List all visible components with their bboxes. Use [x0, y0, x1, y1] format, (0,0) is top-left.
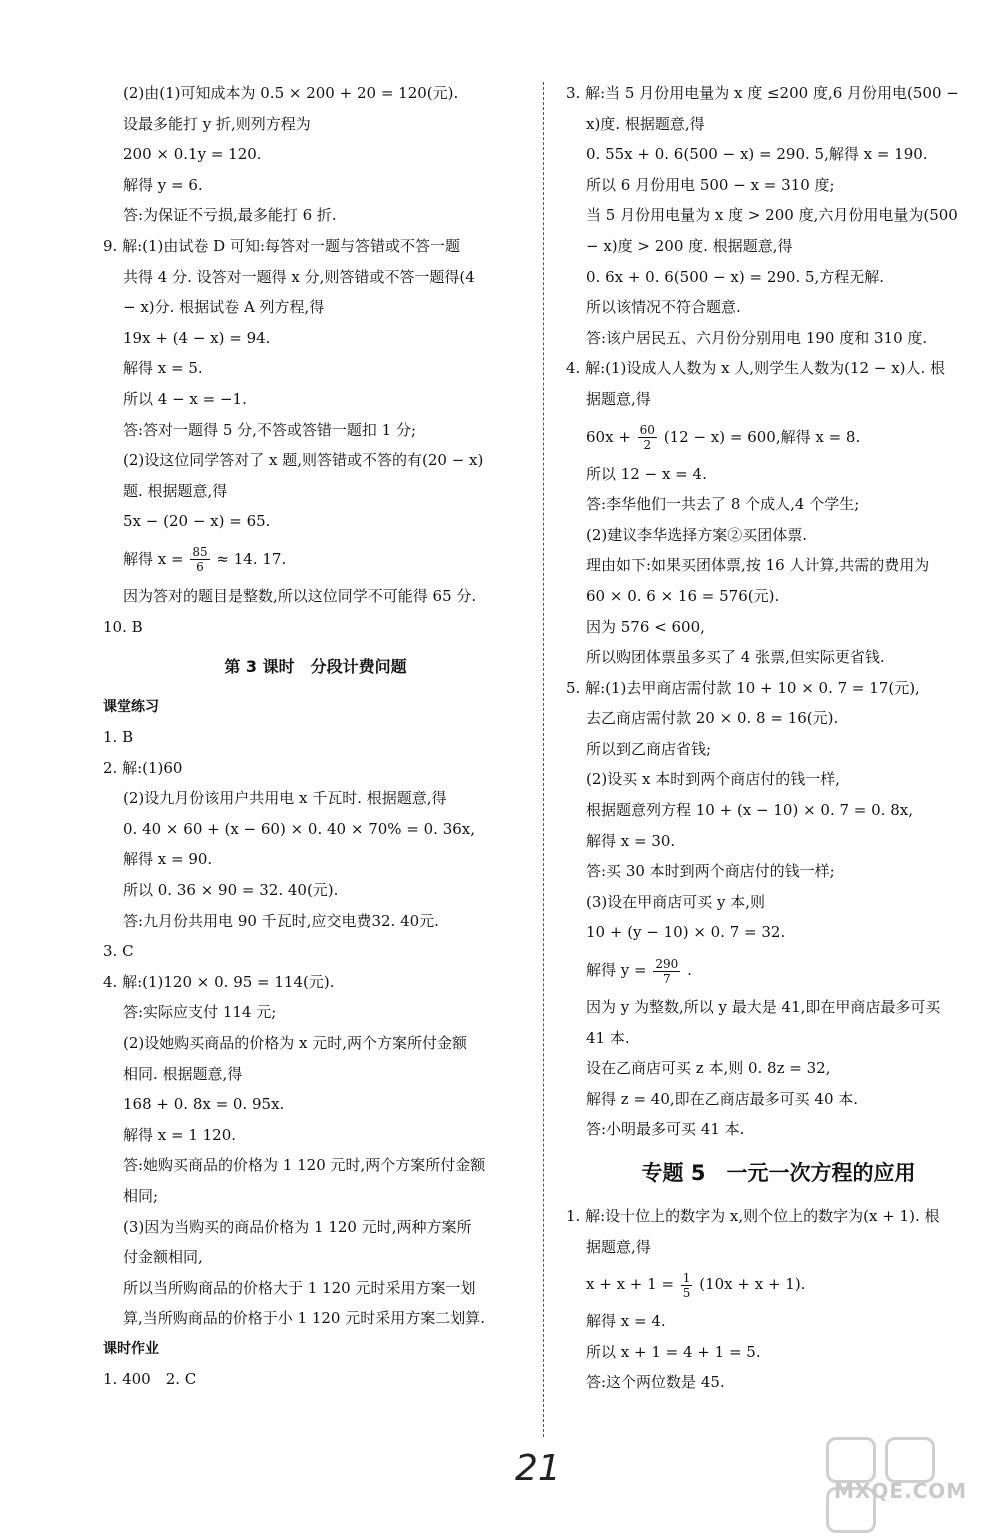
fraction-numerator: 290 [655, 956, 679, 971]
fraction [638, 423, 657, 452]
text-line: 题. 根据题意,得 [123, 481, 228, 500]
fraction [681, 1271, 693, 1300]
topic-heading: 专题 5 一元一次方程的应用 [641, 1161, 916, 1185]
fraction-equation [566, 415, 991, 459]
text-line: 解得 x = 30. [586, 831, 676, 850]
text-line: 答:这个两位数是 45. [586, 1373, 725, 1392]
text-line: 答:小明最多可买 41 本. [586, 1120, 745, 1139]
text-line: 设在乙商店可买 z 本,则 0. 8z = 32, [586, 1059, 831, 1078]
text-line: 答:买 30 本时到两个商店付的钱一样; [586, 862, 835, 881]
text-line: 付金额相同, [123, 1248, 203, 1267]
page-number: 21 [515, 1448, 561, 1489]
text-line: 19x + (4 − x) = 94. [123, 328, 271, 347]
text-line: 共得 4 分. 设答对一题得 x 分,则答错或不答一题得(4 [123, 267, 475, 286]
question-5: 5. 解:(1)去甲商店需付款 10 + 10 × 0. 7 = 17(元), [566, 678, 920, 697]
text-line: 因为 y 为整数,所以 y 最大是 41,即在甲商店最多可买 [586, 998, 941, 1017]
section-title: 课时作业 [103, 1340, 159, 1357]
text-line: − x)分. 根据试卷 A 列方程,得 [123, 298, 325, 317]
equation-prefix: 60x + [586, 427, 631, 446]
equation-prefix: x + x + 1 = [586, 1275, 675, 1294]
equation-suffix: . [687, 961, 692, 980]
fraction [653, 957, 680, 986]
text-line: − x)度 > 200 度. 根据题意,得 [586, 236, 793, 255]
text-line: (2)设买 x 本时到两个商店付的钱一样, [586, 770, 841, 789]
text-line: 去乙商店需付款 20 × 0. 8 = 16(元). [586, 709, 839, 728]
text-line: 所以 0. 36 × 90 = 32. 40(元). [123, 881, 339, 900]
watermark-logo-icon [885, 1437, 935, 1483]
equation-prefix: 解得 x = [123, 549, 184, 568]
fraction-denominator: 7 [663, 971, 671, 986]
text-line: 答:答对一题得 5 分,不答或答错一题扣 1 分; [123, 420, 417, 439]
fraction-equation [566, 1262, 991, 1306]
fraction-numerator: 60 [639, 423, 655, 438]
text-line: 所以到乙商店省钱; [586, 739, 712, 758]
fraction-numerator: 1 [682, 1270, 691, 1285]
text-line: 解得 x = 4. [586, 1312, 666, 1331]
text-line: 根据题意列方程 10 + (x − 10) × 0. 7 = 0. 8x, [586, 801, 913, 820]
text-line: 所以 x + 1 = 4 + 1 = 5. [586, 1342, 761, 1361]
fraction-equation [103, 537, 528, 581]
question-9: 9. 解:(1)由试卷 D 可知:每答对一题与答错或不答一题 [103, 236, 460, 255]
text-line: 1. 400 2. C [103, 1369, 197, 1388]
fraction-denominator: 5 [682, 1285, 691, 1300]
text-line: (2)设她购买商品的价格为 x 元时,两个方案所付金额 [123, 1034, 468, 1053]
equation-prefix: 解得 y = [586, 961, 647, 980]
fraction-denominator: 2 [643, 438, 652, 453]
text-line: 0. 6x + 0. 6(500 − x) = 290. 5,方程无解. [586, 267, 885, 286]
text-line: 算,当所购商品的价格于小 1 120 元时采用方案二划算. [123, 1309, 486, 1328]
text-line: 解得 y = 6. [123, 175, 203, 194]
text-line: 所以 6 月份用电 500 − x = 310 度; [586, 175, 835, 194]
text-line: 设最多能打 y 折,则列方程为 [123, 114, 311, 133]
text-line: 解得 x = 1 120. [123, 1125, 237, 1144]
equation-suffix: (12 − x) = 600,解得 x = 8. [663, 427, 861, 446]
text-line: 所以当所购商品的价格大于 1 120 元时采用方案一划 [123, 1278, 476, 1297]
text-line: 解得 x = 90. [123, 850, 213, 869]
question-10: 10. B [103, 617, 143, 636]
text-line: x)度. 根据题意,得 [586, 114, 705, 133]
text-line: 0. 40 × 60 + (x − 60) × 0. 40 × 70% = 0. 36x, [123, 819, 476, 838]
equation-suffix: ≈ 14. 17. [216, 549, 287, 568]
text-line: 答:实际应支付 114 元; [123, 1003, 277, 1022]
fraction-denominator: 6 [196, 560, 204, 575]
text-line: 答:李华他们一共去了 8 个成人,4 个学生; [586, 495, 860, 514]
text-line: 200 × 0.1y = 120. [123, 145, 262, 164]
text-line: (2)由(1)可知成本为 0.5 × 200 + 20 = 120(元). [123, 84, 459, 102]
text-line: 因为 576 < 600, [586, 617, 705, 636]
text-line: 60 × 0. 6 × 16 = 576(元). [586, 586, 780, 605]
text-line: 相同; [123, 1187, 159, 1205]
left-column [103, 78, 528, 1395]
text-line: 答:九月份共用电 90 千瓦时,应交电费32. 40元. [123, 911, 439, 930]
text-line: 所以购团体票虽多买了 4 张票,但实际更省钱. [586, 648, 885, 667]
right-column [566, 78, 991, 1398]
text-line: (3)设在甲商店可买 y 本,则 [586, 892, 766, 911]
text-line: 因为答对的题目是整数,所以这位同学不可能得 65 分. [123, 586, 477, 605]
text-line: 据题意,得 [586, 389, 651, 408]
text-line: 168 + 0. 8x = 0. 95x. [123, 1095, 285, 1114]
fraction-equation [566, 948, 991, 992]
equation-suffix: (10x + x + 1). [699, 1275, 806, 1294]
text-line: 5x − (20 − x) = 65. [123, 512, 271, 531]
text-line: 所以 12 − x = 4. [586, 464, 707, 483]
text-line: 解得 z = 40,即在乙商店最多可买 40 本. [586, 1089, 859, 1108]
section-title: 课堂练习 [103, 699, 159, 716]
fraction [190, 545, 209, 574]
text-line: 相同. 根据题意,得 [123, 1064, 243, 1083]
text-line: (2)设九月份该用户共用电 x 千瓦时. 根据题意,得 [123, 789, 447, 808]
text-line: (2)设这位同学答对了 x 题,则答错或不答的有(20 − x) [123, 451, 484, 470]
text-line: 解得 x = 5. [123, 359, 203, 378]
fraction-numerator: 85 [192, 545, 208, 560]
text-line: (2)建议李华选择方案②买团体票. [586, 525, 808, 544]
text-line: 当 5 月份用电量为 x 度 > 200 度,六月份用电量为(500 [586, 206, 958, 225]
text-line: 答:为保证不亏损,最多能打 6 折. [123, 206, 337, 225]
text-line: 0. 55x + 0. 6(500 − x) = 290. 5,解得 x = 190. [586, 145, 928, 164]
text-line: 答:该户居民五、六月份分别用电 190 度和 310 度. [586, 328, 928, 347]
text-line: 2. 解:(1)60 [103, 758, 183, 777]
lesson-heading: 第 3 课时 分段计费问题 [224, 657, 407, 677]
watermark-logo-icon [826, 1437, 876, 1483]
watermark [826, 1437, 986, 1503]
column-divider [543, 82, 544, 1437]
text-line: (3)因为当购买的商品价格为 1 120 元时,两种方案所 [123, 1217, 472, 1236]
topic-question-1: 1. 解:设十位上的数字为 x,则个位上的数字为(x + 1). 根 [566, 1207, 940, 1225]
text-line: 答:她购买商品的价格为 1 120 元时,两个方案所付金额 [123, 1156, 486, 1175]
text-line: 10 + (y − 10) × 0. 7 = 32. [586, 923, 786, 942]
text-line: 3. C [103, 942, 134, 961]
text-line: 所以该情况不符合题意. [586, 298, 741, 317]
text-line: 41 本. [586, 1028, 630, 1047]
watermark-text: MXQE.COM [834, 1479, 968, 1503]
text-line: 据题意,得 [586, 1237, 651, 1256]
text-line: 1. B [103, 728, 134, 747]
text-line: 所以 4 − x = −1. [123, 389, 247, 408]
text-line: 理由如下:如果买团体票,按 16 人计算,共需的费用为 [586, 556, 930, 575]
question-4: 4. 解:(1)设成人人数为 x 人,则学生人数为(12 − x)人. 根 [566, 359, 946, 378]
text-line: 4. 解:(1)120 × 0. 95 = 114(元). [103, 972, 335, 991]
question-3: 3. 解:当 5 月份用电量为 x 度 ≤200 度,6 月份用电(500 − [566, 84, 959, 102]
